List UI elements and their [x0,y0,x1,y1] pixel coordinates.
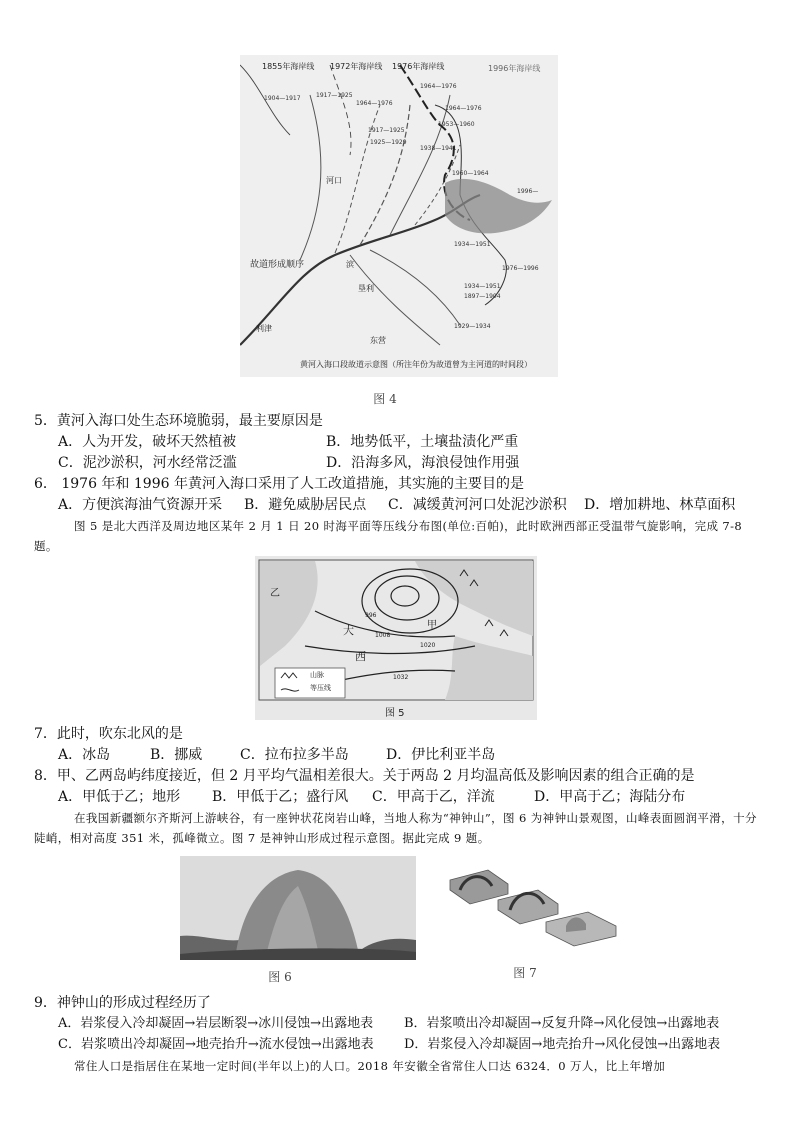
year-label: 1897—1904 [464,293,501,300]
figure-4-caption: 图 4 [373,392,397,406]
q5-option-b[interactable]: B．地势低平，土壤盐渍化严重 [326,434,519,450]
legend-mountain: 山脉 [310,671,324,679]
q5-option-a[interactable]: A．人为开发，破坏天然植被 [58,434,237,450]
question-5-stem: 5．黄河入海口处生态环境脆弱，最主要原因是 [34,413,323,429]
figure-7-caption: 图 7 [513,966,537,980]
figure-5-caption: 图 5 [385,708,405,719]
intro-10: 常住人口是指居住在某地一定时间(半年以上)的人口。2018 年安徽全省常住人口达 6324．0 万人，比上年增加 [74,1059,666,1073]
coast-label-1996: 1996年海岸线 [488,64,541,73]
q5-option-c[interactable]: C．泥沙淤积，河水经常泛滥 [58,455,237,471]
year-label: 1964—1976 [356,100,393,107]
q6-option-a[interactable]: A．方便滨海油气资源开采 [58,497,223,513]
bell-mountain-photo [180,856,416,960]
question-7-stem: 7．此时，吹东北风的是 [34,726,183,742]
q8-option-d[interactable]: D．甲高于乙；海陆分布 [534,789,686,805]
q7-option-c[interactable]: C．拉布拉多半岛 [240,747,349,763]
year-label: 1917—1925 [368,127,405,134]
figure-6-photo [180,856,416,960]
q7-option-b[interactable]: B．挪威 [150,747,203,763]
place-kenli: 垦利 [358,284,374,293]
place-hekou: 河口 [326,176,342,185]
coast-label-1855: 1855年海岸线 [262,62,315,71]
q7-option-a[interactable]: A．冰岛 [58,747,111,763]
q6-option-d[interactable]: D．增加耕地、林草面积 [584,497,736,513]
year-label: 1929—1934 [454,323,491,330]
figure-7-diagram [448,860,620,948]
question-6-stem: 6． 1976 年和 1996 年黄河入海口采用了人工改道措施，其实施的主要目的是 [34,476,524,492]
formation-process-diagram [448,860,620,948]
figure-4-map [240,55,558,377]
q8-option-b[interactable]: B．甲低于乙；盛行风 [212,789,349,805]
isobar-1020: 1020 [420,642,436,649]
year-label: 1904—1917 [264,95,301,102]
q6-option-b[interactable]: B．避免威胁居民点 [244,497,367,513]
figure-6-caption: 图 6 [268,970,292,984]
year-label: 1917—1925 [316,92,353,99]
year-label: 1964—1976 [445,105,482,112]
year-label: 1934—1951 [464,283,501,290]
year-label: 1934—1951 [454,241,491,248]
place-bin: 滨 [346,260,354,269]
year-label: 1925—1929 [370,139,407,146]
isobar-996: 996 [365,612,377,619]
q7-option-d[interactable]: D．伊比利亚半岛 [386,747,496,763]
q9-option-c[interactable]: C．岩浆喷出冷却凝固→地壳抬升→流水侵蚀→出露地表 [58,1037,374,1052]
q8-option-a[interactable]: A．甲低于乙；地形 [58,789,181,805]
figure-4-note: 黄河入海口段故道示意图（所注年份为故道曾为主河道的时间段） [300,360,532,369]
ocean-label-xi: 西 [355,650,366,663]
river-channel-map [240,55,558,377]
year-label: 1938—1941 [420,145,457,152]
question-8-stem: 8．甲、乙两岛屿纬度接近，但 2 月平均气温相差很大。关于两岛 2 月均温高低及影响因素的组合正确的是 [34,768,695,784]
q9-option-d[interactable]: D．岩浆侵入冷却凝固→地壳抬升→风化侵蚀→出露地表 [404,1037,721,1052]
year-label: 1964—1976 [420,83,457,90]
q6-option-c[interactable]: C．减缓黄河河口处泥沙淤积 [388,497,567,513]
year-label: 1960—1964 [452,170,489,177]
intro-9: 在我国新疆额尔齐斯河上游峡谷，有一座钟状花岗岩山峰，当地人称为“神钟山”，图 6 为神钟山景观图，山峰表面圆润平滑，十分陡峭，相对高度 351 米，孤峰微立。图 7 是神钟山形成过程示意图。据此完成 9 题。 [34,811,757,845]
q9-option-b[interactable]: B．岩浆喷出冷却凝固→反复升降→风化侵蚀→出露地表 [404,1016,720,1031]
island-jia: 甲 [427,620,437,631]
q9-option-a[interactable]: A．岩浆侵入冷却凝固→岩层断裂→冰川侵蚀→出露地表 [58,1016,374,1031]
year-label: 1953—1960 [438,121,475,128]
figure-5-map [255,556,537,720]
island-yi: 乙 [270,588,280,599]
question-9-stem: 9．神钟山的形成过程经历了 [34,995,211,1011]
year-label: 1976—1996 [502,265,539,272]
place-dongying: 东营 [370,336,386,345]
legend-sequence: 故道形成顺序 [250,260,305,270]
isobar-1032: 1032 [393,674,409,681]
intro-7-8: 图 5 是北大西洋及周边地区某年 2 月 1 日 20 时海平面等压线分布图(单位:百帕)，此时欧洲西部正受温带气旋影响，完成 7-8 题。 [34,519,743,553]
isobar-1008: 1008 [375,632,391,639]
legend-isobar: 等压线 [310,684,331,692]
ocean-label-da: 大 [343,624,354,637]
coast-label-1972: 1972年海岸线 [330,62,383,71]
year-label: 1996— [517,188,539,195]
coast-label-1976: 1976年海岸线 [392,62,445,71]
isobar-map [255,556,537,720]
q5-option-d[interactable]: D．沿海多风，海浪侵蚀作用强 [326,455,520,471]
q8-option-c[interactable]: C．甲高于乙，洋流 [372,789,495,805]
place-lijin: 利津 [256,324,272,333]
